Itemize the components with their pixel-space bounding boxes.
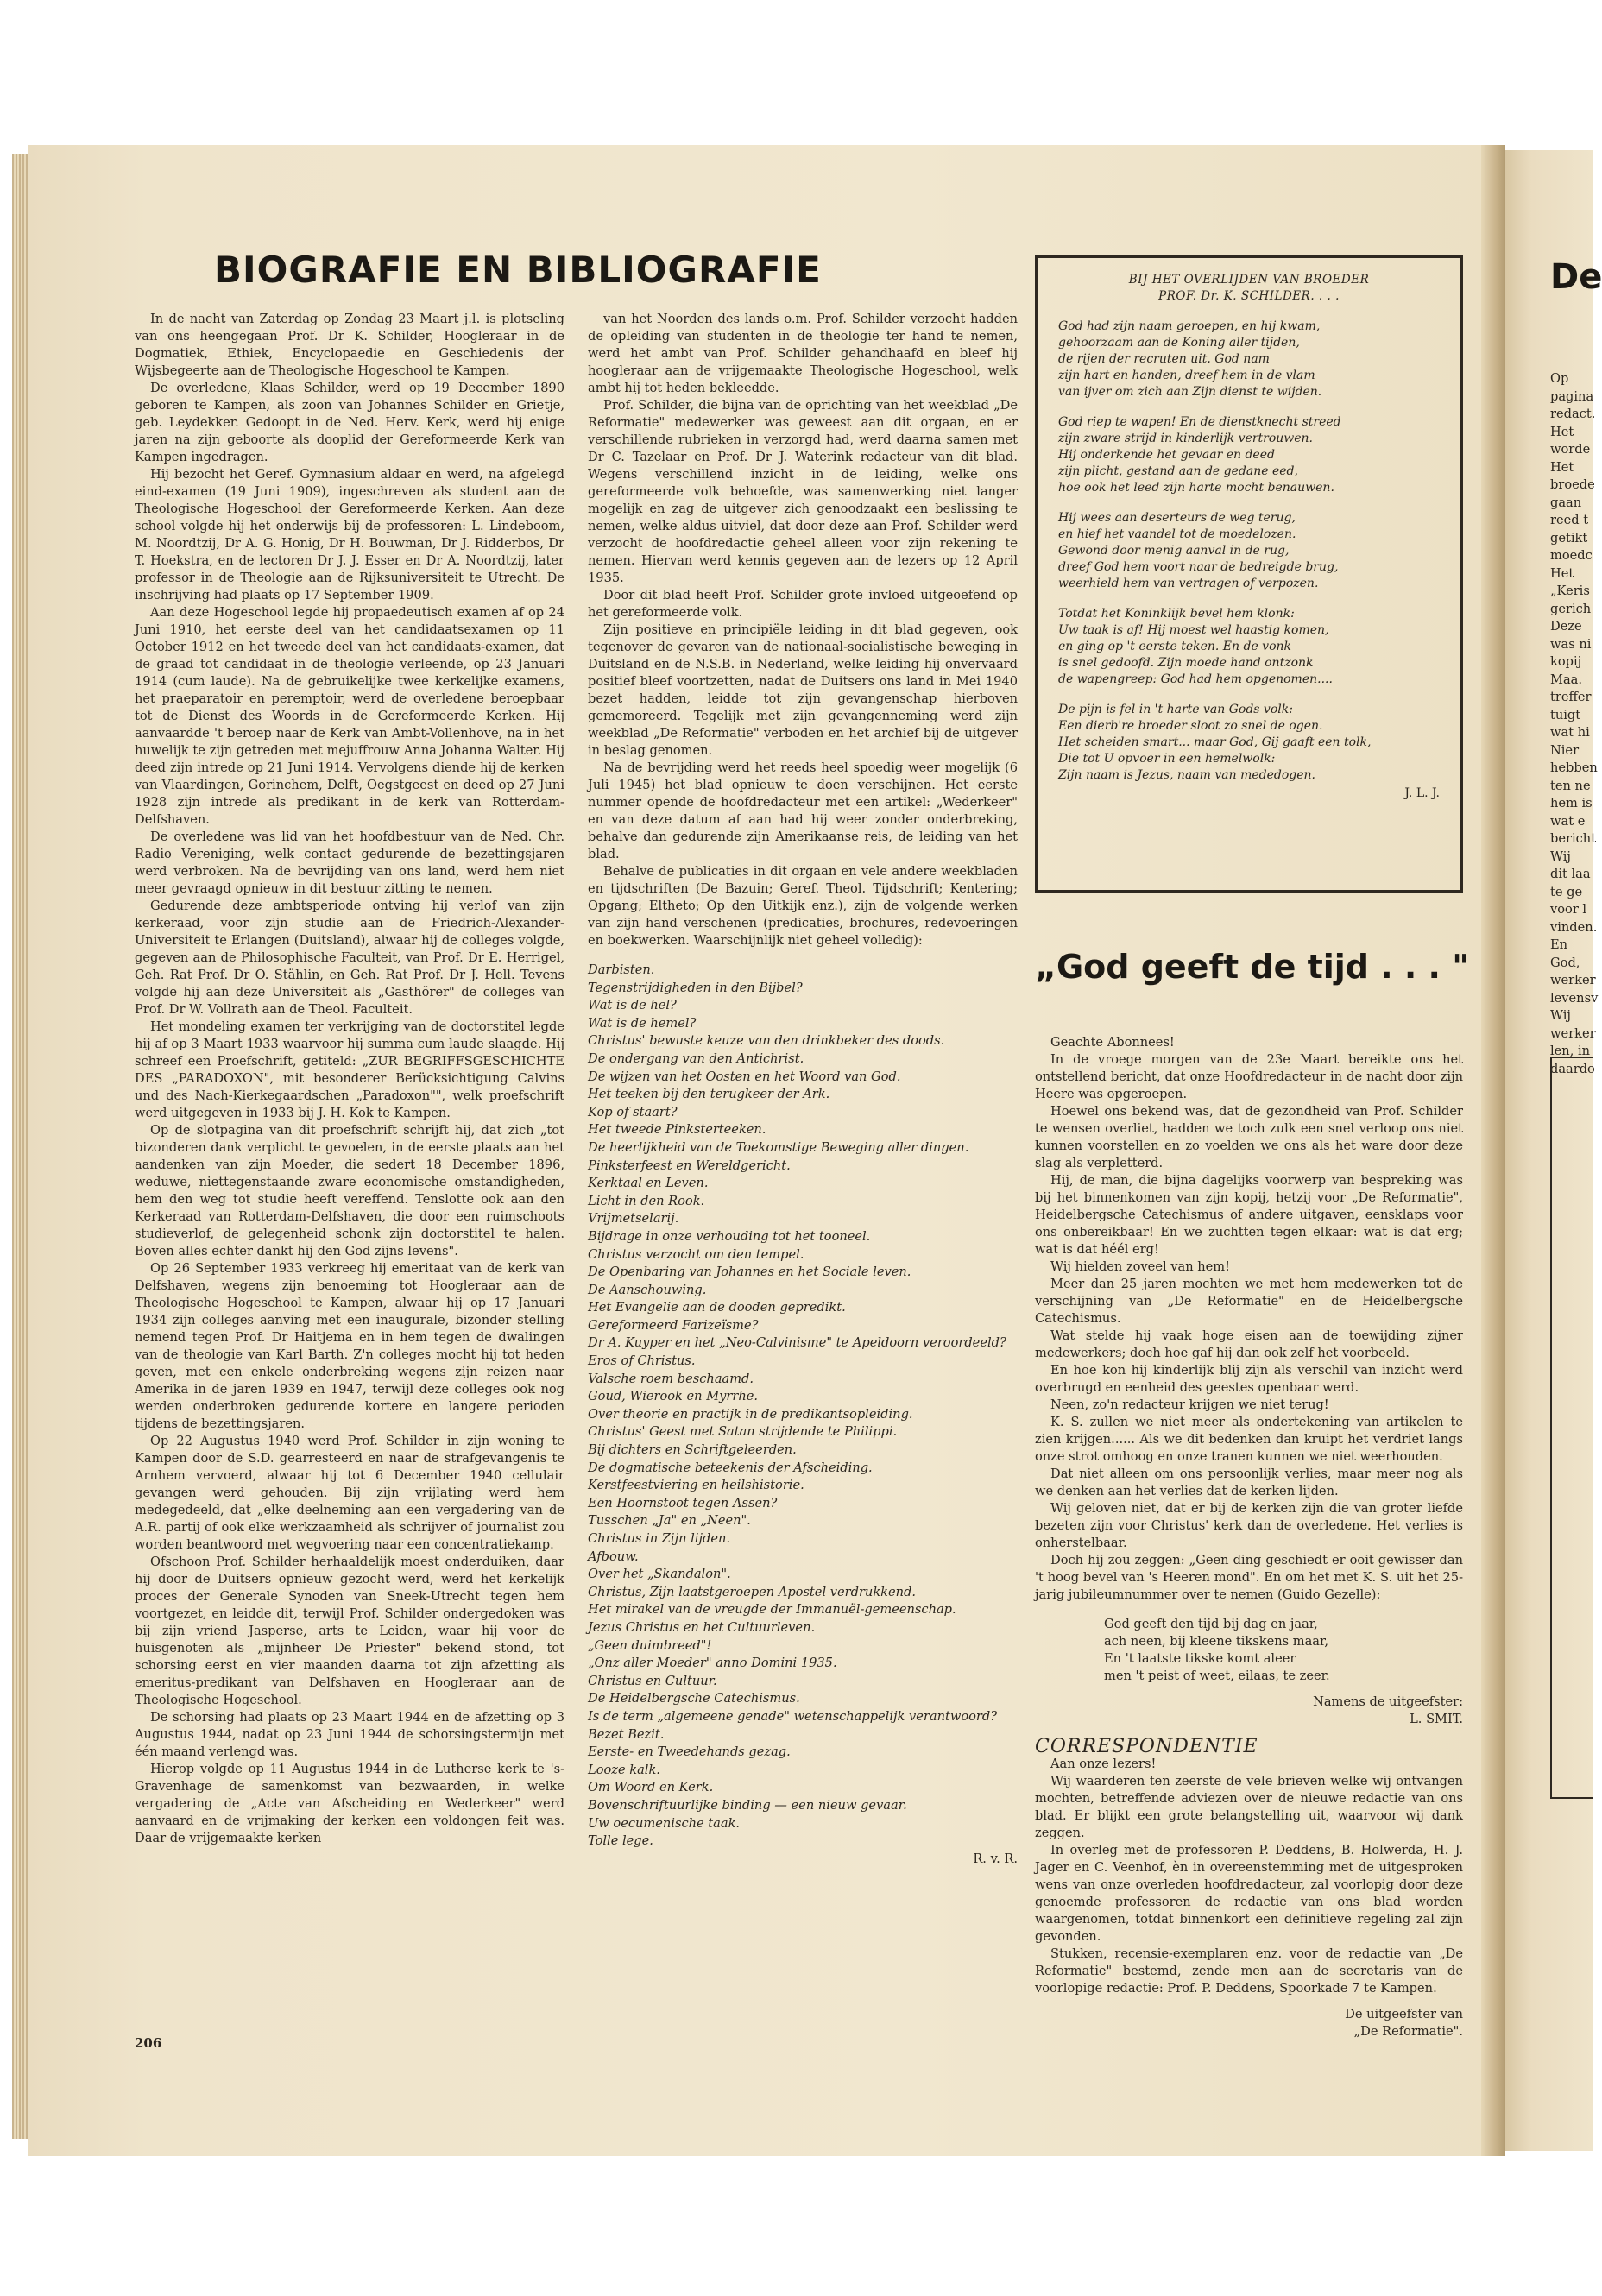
poem-line: dreef God hem voort naar de bedreigde brug,: [1058, 560, 1339, 574]
text-fragment: te ge: [1550, 884, 1583, 899]
poem-line: is snel gedoofd. Zijn moede hand ontzonk: [1058, 656, 1314, 670]
works-signoff: R. v. R.: [973, 1851, 1018, 1866]
left-page: [28, 145, 1505, 2156]
text-fragment: len, in: [1550, 1044, 1591, 1058]
text-fragment: tuigt: [1550, 707, 1581, 722]
work-title: Kerktaal en Leven.: [588, 1176, 709, 1191]
paragraph: Hij, de man, die bijna dagelijks voorwerp van bespreking was bij het binnenkomen van zijn kopij, hetzij voor „De Reformatie", Heidelbergsche Catechismus of andere uitgaven, eensklaps voor ons onbereikbaar! En we zuchtten tegen elkaar: wat is dat erg; wat is dat héél erg!: [1035, 1173, 1463, 1257]
work-title: Bij dichters en Schriftgeleerden.: [588, 1442, 797, 1458]
text-fragment: gerich: [1550, 601, 1592, 616]
quote-line: En 't laatste tikske komt aleer: [1104, 1651, 1296, 1666]
work-title: Om Woord en Kerk.: [588, 1780, 714, 1795]
text-fragment: Op: [1550, 371, 1569, 386]
work-title: De ondergang van den Antichrist.: [588, 1050, 804, 1066]
poem-stanza: [1058, 510, 1440, 592]
paragraph: Zijn positieve en principiële leiding in dit blad gegeven, ook tegenover de gevaren van de nationaal-socialistische beweging in Duitsland en de N.S.B. in Nederland, welke leiding hij onvervaard positief bleef voortzetten, nadat de Duitsers ons land in Mei 1940 bezet hadden, leidde tot zijn gevangenschap hierboven gememoreerd. Tegelijk met zijn gevangenneming werd zijn weekblad „De Reformatie" verboden en het archief bij de uitgever in beslag genomen.: [588, 622, 1018, 758]
paragraph: van het Noorden des lands o.m. Prof. Schilder verzocht hadden de opleiding van studenten in de theologie ter hand te nemen, werd het ambt van Prof. Schilder gehandhaafd en bleef hij hoogleraar aan de vrijgemaakte Theologische Hogeschool, welk ambt hij tot heden bekleedde.: [588, 312, 1018, 395]
paragraph: Wij hielden zoveel van hem!: [1050, 1259, 1230, 1274]
text-fragment: gaan: [1550, 495, 1582, 510]
text-fragment: Nier: [1550, 742, 1580, 758]
work-title: Bijdrage in onze verhouding tot het tooneel.: [588, 1228, 871, 1244]
quote-line: men 't peist of weet, eilaas, te zeer.: [1104, 1668, 1330, 1683]
text-fragment: Maa.: [1550, 672, 1582, 687]
next-page-box: [1550, 1057, 1593, 1799]
poem-line: zijn plicht, gestand aan de gedane eed,: [1058, 464, 1298, 478]
correspondence-heading: CORRESPONDENTIE: [1035, 1736, 1258, 1757]
work-title: Een Hoornstoot tegen Assen?: [588, 1495, 778, 1511]
poem-line: Hij onderkende het gevaar en deed: [1058, 448, 1275, 462]
poem-signature: J. L. J.: [1404, 786, 1440, 800]
work-title: Christus, Zijn laatstgeroepen Apostel verdrukkend.: [588, 1584, 917, 1599]
paragraph: De schorsing had plaats op 23 Maart 1944 en de afzetting op 3 Augustus 1944, nadat op 23 Juni 1944 de schorsingstermijn met één maand verlengd was.: [135, 1710, 564, 1759]
poem-line: Het scheiden smart... maar God, Gij gaaft een tolk,: [1058, 735, 1372, 749]
text-fragment: Het: [1550, 424, 1574, 439]
text-fragment: bericht: [1550, 831, 1597, 846]
text-fragment: moedc: [1550, 548, 1593, 563]
text-fragment: was ni: [1550, 636, 1592, 652]
poem-line: van ijver om zich aan Zijn dienst te wijden.: [1058, 385, 1322, 399]
text-fragment: vinden.: [1550, 919, 1598, 935]
work-title: Wat is de hemel?: [588, 1015, 697, 1031]
paragraph: In de nacht van Zaterdag op Zondag 23 Maart j.l. is plotseling van ons heengegaan Prof. Dr K. Schilder, Hoogleraar in de Dogmatiek, Ethiek, Encyclopaedie en Geschiedenis der Wijsbegeerte aan de Theologische Hogeschool te Kampen.: [135, 312, 564, 378]
work-title: „Onz aller Moeder" anno Domini 1935.: [588, 1656, 837, 1671]
text-fragment: redact.: [1550, 407, 1596, 421]
text-fragment: wat e: [1550, 813, 1586, 829]
publisher-column: [1035, 1034, 1463, 2039]
work-title: Wat is de hel?: [588, 998, 677, 1013]
poem-line: gehoorzaam aan de Koning aller tijden,: [1058, 336, 1300, 350]
paragraph: Op 22 Augustus 1940 werd Prof. Schilder in zijn woning te Kampen door de S.D. gearresteerd en naar de strafgevangenis te Arnhem vervoerd, alwaar hij tot 6 December 1940 cellulair gevangen werd gehouden. Bij zijn vrijlating werd hem medegedeeld, dat „elke deelneming aan een vergadering van de A.R. partij of ook elke werkzaamheid als schrijver of journalist zou worden beantwoord met wegvoering naar een concentratiekamp.: [135, 1434, 564, 1552]
gezelle-quote: [1104, 1616, 1463, 1685]
publisher-name: L. SMIT.: [1410, 1712, 1463, 1726]
page-number: 206: [135, 2035, 162, 2051]
poem-line: God had zijn naam geroepen, en hij kwam,: [1058, 319, 1321, 333]
poem-line: zijn hart en handen, dreef hem in de vlam: [1058, 369, 1315, 382]
work-title: De Heidelbergsche Catechismus.: [588, 1691, 800, 1706]
poem-line: de wapengreep: God had hem opgenomen....: [1058, 672, 1333, 686]
work-title: Looze kalk.: [588, 1762, 660, 1777]
text-fragment: wat hi: [1550, 725, 1590, 740]
paragraph: Het mondeling examen ter verkrijging van de doctorstitel legde hij af op 3 Maart 1933 waarvoor hij summa cum laude slaagde. Hij schreef een Proefschrift, getiteld: „ZUR BEGRIFFSGESCHICHTE DES „PARADOXON", mit besonderer Berücksichtigung Calvins und des Nach-Kierkegaardschen „Paradoxon"", welk proefschrift werd uitgegeven in 1933 bij J. H. Kok te Kampen.: [135, 1019, 564, 1120]
text-fragment: Wij: [1550, 848, 1571, 864]
paragraph: En hoe kon hij kinderlijk blij zijn als verschil van inzicht werd overbrugd en eenheid des geestes openbaar werd.: [1035, 1363, 1463, 1395]
paragraph: In overleg met de professoren P. Deddens, B. Holwerda, H. J. Jager en C. Veenhof, èn in overeenstemming met de uitgesproken wens van onze overleden hoofdredacteur, zal voorlopig door deze genoemde professoren de redactie van ons blad worden waargenomen, totdat binnenkort een definitieve regeling zal zijn gevonden.: [1035, 1843, 1463, 1944]
book-gutter: [1481, 145, 1505, 2156]
poem-line: Gewond door menig aanval in de rug,: [1058, 544, 1290, 558]
paragraph: Wat stelde hij vaak hoge eisen aan de toewijding zijner medewerkers; doch hoe gaf hij dan ook zelf het voorbeeld.: [1035, 1328, 1463, 1360]
publisher-signoff: Namens de uitgeefster:: [1313, 1694, 1463, 1709]
paragraph: Aan deze Hogeschool legde hij propaedeutisch examen af op 24 Juni 1910, het eerste deel van het candidaatsexamen op 11 October 1912 en het tweede deel van het candidaats-examen, dat de graad tot candidaat in de theologie verleende, op 23 Januari 1914 (cum laude). Na de gebruikelijke twee kerkelijke examens, het praeparatoir en peremptoir, werd de overledene beroepbaar tot de Dienst des Woords in de Gereformeerde Kerken. Hij aanvaardde 't beroep naar de Kerk van Ambt-Vollenhove, na in het huwelijk te zijn getreden met mejuffrouw Anna Johanna Walter. Hij deed zijn intrede op 21 Juni 1914. Vervolgens diende hij de kerken van Vlaardingen, Gorinchem, Delft, Oegstgeest en deed op 27 Juni 1928 zijn intrede als predikant in de kerk van Rotterdam-Delfshaven.: [135, 605, 564, 827]
section-heading: BIOGRAFIE EN BIBLIOGRAFIE: [214, 249, 822, 291]
work-title: De dogmatische beteekenis der Afscheiding.: [588, 1460, 873, 1475]
paragraph: Doch hij zou zeggen: „Geen ding geschiedt er ooit gewisser dan 't hoog bevel van 's Heeren mond". En om het met K. S. uit het 25-jarig jubileumnummer over te nemen (Guido Gezelle):: [1035, 1553, 1463, 1602]
paragraph: Neen, zo'n redacteur krijgen we niet terug!: [1050, 1397, 1329, 1412]
work-title: Bovenschriftuurlijke binding — een nieuw gevaar.: [588, 1797, 907, 1813]
work-title: Kop of staart?: [588, 1104, 678, 1120]
text-fragment: ten ne: [1550, 778, 1591, 793]
memorial-poem-box: [1035, 255, 1463, 893]
work-title: Bezet Bezit.: [588, 1726, 665, 1742]
poem-line: Zijn naam is Jezus, naam van mededogen.: [1058, 768, 1316, 782]
work-title: Licht in den Rook.: [588, 1193, 705, 1208]
paragraph: Gedurende deze ambtsperiode ontving hij verlof van zijn kerkeraad, voor zijn studie aan de Friedrich-Alexander-Universiteit te Erlangen (Duitsland), alwaar hij de colleges volgde, gegeven aan de Philosophische Faculteit, van Prof. Dr E. Herrigel, Geh. Rat Prof. Dr O. Stählin, en Geh. Rat Prof. Dr J. Hell. Tevens volgde hij aan deze Universiteit als „Gasthörer" de colleges van Prof. Dr W. Vollrath aan de Theol. Faculteit.: [135, 899, 564, 1017]
poem-line: Uw taak is af! Hij moest wel haastig komen,: [1058, 623, 1329, 637]
text-fragment: hebben: [1550, 760, 1598, 775]
article-title: „God geeft de tijd . . . ": [1035, 948, 1470, 986]
work-title: Christus en Cultuur.: [588, 1673, 717, 1688]
poem-line: Hij wees aan deserteurs de weg terug,: [1058, 511, 1296, 525]
work-title: De heerlijkheid van de Toekomstige Beweging aller dingen.: [588, 1139, 969, 1155]
work-title: Christus' Geest met Satan strijdende te Philippi.: [588, 1424, 898, 1440]
text-fragment: Wij: [1550, 1008, 1571, 1023]
paragraph: Behalve de publicaties in dit orgaan en vele andere weekbladen en tijdschriften (De Bazuin; Geref. Theol. Tijdschrift; Kentering; Opgang; Eltheto; Op den Uitkijk enz.), zijn de volgende werken van zijn hand verschenen (predicaties, brochures, redevoeringen en boekwerken. Waarschijnlijk niet geheel volledig):: [588, 864, 1018, 948]
next-page-title-fragment: De: [1550, 257, 1602, 297]
work-title: De Openbaring van Johannes en het Sociale leven.: [588, 1265, 911, 1280]
text-fragment: daardo: [1550, 1061, 1595, 1076]
paragraph: Wij waarderen ten zeerste de vele brieven welke wij ontvangen mochten, betreffende adviezen over de nieuwe redactie van ons blad. Er blijkt een grote belangstelling uit, waarvoor wij dank zeggen.: [1035, 1774, 1463, 1840]
paragraph: Door dit blad heeft Prof. Schilder grote invloed uitgeoefend op het gereformeerde volk.: [588, 588, 1018, 620]
paragraph: Ofschoon Prof. Schilder herhaaldelijk moest onderduiken, daar hij door de Duitsers opnieuw gezocht werd, werd het kerkelijk proces der Generale Synoden van Sneek-Utrecht tegen hem voortgezet, en leidde dit, terwijl Prof. Schilder ondergedoken was bij zijn vriend Jasperse, arts te Leiden, waar hij voor de huisgenoten als „mijnheer De Priester" bekend stond, tot schorsing eerst en vier maanden daarna tot zijn afzetting als emeritus-predikant van Delfshaven en Hoogleraar aan de Theologische Hogeschool.: [135, 1555, 564, 1707]
paragraph: Meer dan 25 jaren mochten we met hem medewerken tot de verschijning van „De Reformatie" en de Heidelbergsche Catechismus.: [1035, 1277, 1463, 1326]
text-fragment: En: [1550, 937, 1568, 952]
paragraph: De overledene was lid van het hoofdbestuur van de Ned. Chr. Radio Vereniging, welk contact gedurende de bezettingsjaren werd verbroken. Na de bevrijding van ons land, werd hem niet meer gevraagd opnieuw in dit bestuur zitting te nemen.: [135, 829, 564, 896]
work-title: Jezus Christus en het Cultuurleven.: [588, 1619, 816, 1635]
text-fragment: levensv: [1550, 990, 1599, 1006]
next-page-text-fragments: [1550, 370, 1599, 1078]
work-title: „Geen duimbreed"!: [588, 1637, 712, 1653]
paragraph: De overledene, Klaas Schilder, werd op 19 December 1890 geboren te Kampen, als zoon van Johannes Schilder en Grietje, geb. Leydekker. Gedoopt in de Ned. Herv. Kerk, werd hij enige jaren na zijn geboorte als dooplid der Gereformeerde Kerk van Kampen ingedragen.: [135, 381, 564, 464]
poem-line: Totdat het Koninklijk bevel hem klonk:: [1058, 607, 1295, 621]
paragraph: Aan onze lezers!: [1050, 1757, 1157, 1771]
text-fragment: Het: [1550, 565, 1574, 581]
work-title: Uw oecumenische taak.: [588, 1815, 741, 1831]
work-title: Het tweede Pinksterteeken.: [588, 1122, 766, 1138]
paragraph: Geachte Abonnees!: [1050, 1035, 1175, 1050]
work-title: Eros of Christus.: [588, 1353, 696, 1369]
poem-line: zijn zware strijd in kinderlijk vertrouwen.: [1058, 432, 1314, 445]
biography-column-2: [588, 311, 1018, 2037]
paragraph: Hoewel ons bekend was, dat de gezondheid van Prof. Schilder te wensen overliet, hadden we toch zulk een snel verloop ons niet kunnen voorstellen en zo voelden we ons als het ware door deze slag als verpletterd.: [1035, 1104, 1463, 1170]
paragraph: Hij bezocht het Geref. Gymnasium aldaar en werd, na afgelegd eind-examen (19 Juni 1909), ingeschreven als student aan de Theologische Hogeschool der Gereformeerde Kerken. Aan deze school volgde hij het onderwijs bij de professoren: L. Lindeboom, M. Noordtzij, Dr A. G. Honig, Dr H. Bouwman, Dr J. Ridderbos, Dr T. Hoekstra, en de lectoren Dr J. J. Esser en Dr A. Noordtzij, later professor in de Theologie aan de Rijksuniversiteit te Utrecht. De inschrijving had plaats op 17 September 1909.: [135, 467, 564, 602]
text-fragment: worde: [1550, 442, 1591, 457]
quote-line: ach neen, bij kleene tikskens maar,: [1104, 1634, 1329, 1649]
poem-line: en ging op 't eerste teken. En de vonk: [1058, 640, 1292, 653]
text-fragment: „Keris: [1550, 583, 1590, 598]
poem-stanza: [1058, 319, 1440, 401]
text-fragment: God,: [1550, 955, 1580, 970]
paragraph: Prof. Schilder, die bijna van de oprichting van het weekblad „De Reformatie" medewerker was geweest aan dit orgaan, en er verschillende rubrieken in verzorgd had, werd daarna samen met Dr C. Tazelaar en Prof. Dr J. Waterink redacteur van dit blad. Wegens verschillend inzicht in de leiding, welke ons gereformeerde volk behoefde, was samenwerking niet langer mogelijk en zag de uitgever zich genoodzaakt een beslissing te nemen, welke aldus uitviel, dat door deze aan Prof. Schilder werd verzocht de hoofdredactie geheel alleen voor zijn rekening te nemen. Hiervan werd kennis gegeven aan de lezers op 12 April 1935.: [588, 398, 1018, 585]
poem-title: BIJ HET OVERLIJDEN VAN BROEDER: [1128, 273, 1370, 287]
correspondence-signoff: De uitgeefster van: [1345, 2007, 1463, 2022]
text-fragment: Deze: [1550, 619, 1582, 634]
paragraph: Hierop volgde op 11 Augustus 1944 in de Lutherse kerk te 's-Gravenhage de samenkomst van bezwaarden, in welke vergadering de „Acte van Afscheiding en Wederkeer" werd aanvaard en de vrijmaking der kerken een voldongen feit was. Daar de vrijgemaakte kerken: [135, 1762, 564, 1845]
poem-stanza: [1058, 606, 1440, 688]
work-title: Het teeken bij den terugkeer der Ark.: [588, 1087, 830, 1102]
work-title: De Aanschouwing.: [588, 1282, 707, 1297]
work-title: Het mirakel van de vreugde der Immanuël-gemeenschap.: [588, 1602, 956, 1618]
work-title: Is de term „algemeene genade" wetenschappelijk verantwoord?: [588, 1708, 998, 1724]
work-title: Over theorie en practijk in de predikantsopleiding.: [588, 1406, 913, 1422]
work-title: Eerste- en Tweedehands gezag.: [588, 1744, 791, 1760]
poem-line: De pijn is fel in 't harte van Gods volk:: [1058, 703, 1293, 716]
poem-line: God riep te wapen! En de dienstknecht streed: [1058, 415, 1341, 429]
correspondence-signoff-name: „De Reformatie".: [1353, 2024, 1463, 2039]
paragraph: K. S. zullen we niet meer als ondertekening van artikelen te zien krijgen...... Als we dit bedenken dan kruipt het verdriet langs onze strot omhoog en onze tranen kunnen we niet weerhouden.: [1035, 1415, 1463, 1464]
work-title: De wijzen van het Oosten en het Woord van God.: [588, 1069, 901, 1084]
works-list: [588, 962, 1018, 1851]
text-fragment: getikt: [1550, 530, 1588, 546]
work-title: Christus in Zijn lijden.: [588, 1531, 731, 1546]
quote-line: God geeft den tijd bij dag en jaar,: [1104, 1617, 1318, 1631]
text-fragment: werker: [1550, 973, 1596, 987]
work-title: Dr A. Kuyper en het „Neo-Calvinisme" te Apeldoorn veroordeeld?: [588, 1335, 1006, 1351]
text-fragment: Het: [1550, 459, 1574, 475]
work-title: Over het „Skandalon".: [588, 1567, 731, 1582]
magazine-spread: [12, 145, 1602, 2156]
text-fragment: voor l: [1550, 902, 1587, 917]
poem-line: hoe ook het leed zijn harte mocht benauwen.: [1058, 481, 1334, 495]
work-title: Goud, Wierook en Myrrhe.: [588, 1389, 759, 1404]
poem-line: Die tot U opvoer in een hemelwolk:: [1058, 752, 1276, 766]
poem-stanza: [1058, 702, 1440, 784]
paragraph: Wij geloven niet, dat er bij de kerken zijn die van groter liefde bezeten zijn voor Christus' kerk dan de overledene. Het verlies is onherstelbaar.: [1035, 1501, 1463, 1550]
paragraph: Dat niet alleen om ons persoonlijk verlies, maar meer nog als we denken aan het verlies dat de kerken lijden.: [1035, 1467, 1463, 1498]
poem-line: Een dierb're broeder sloot zo snel de ogen.: [1058, 719, 1323, 733]
work-title: Kerstfeestviering en heilshistorie.: [588, 1478, 804, 1493]
work-title: Christus verzocht om den tempel.: [588, 1246, 804, 1262]
paragraph: Stukken, recensie-exemplaren enz. voor de redactie van „De Reformatie" bestemd, zende men aan de secretaris van de voorlopige redactie: Prof. P. Deddens, Spoorkade 7 te Kampen.: [1035, 1946, 1463, 1996]
paragraph: Op 26 September 1933 verkreeg hij emeritaat van de kerk van Delfshaven, wegens zijn benoeming tot Hoogleraar aan de Theologische Hogeschool te Kampen, alwaar hij op 17 Januari 1934 zijn colleges aanving met een inaugurale, bizonder stelling nemend tegen Prof. Dr Haitjema en in hem tegen de dwalingen van de theologie van Karl Barth. Z'n colleges mocht hij tot heden geven, met een enkele onderbreking wegens zijn reizen naar Amerika in de jaren 1939 en 1947, terwijl deze colleges ook nog werden onderbroken gedurende kortere en langere perioden tijdens de bezettingsjaren.: [135, 1261, 564, 1431]
paragraph: Na de bevrijding werd het reeds heel spoedig weer mogelijk (6 Juli 1945) het blad opnieuw te doen verschijnen. Het eerste nummer opende de hoofdredacteur met een artikel: „Wederkeer" en van deze datum af aan had hij weer zonder onderbreking, behalve dan gedurende zijn Amerikaanse reis, de leiding van het blad.: [588, 760, 1018, 861]
text-fragment: treffer: [1550, 690, 1592, 704]
text-fragment: dit laa: [1550, 867, 1591, 881]
biography-column-1: [135, 311, 564, 2033]
work-title: Tolle lege.: [588, 1833, 653, 1849]
text-fragment: werker: [1550, 1025, 1596, 1041]
poem-line: de rijen der recruten uit. God nam: [1058, 352, 1270, 366]
text-fragment: hem is: [1550, 796, 1593, 811]
text-fragment: kopij: [1550, 654, 1582, 669]
text-fragment: reed t: [1550, 513, 1589, 527]
work-title: Pinksterfeest en Wereldgericht.: [588, 1157, 791, 1173]
work-title: Afbouw.: [588, 1549, 639, 1564]
work-title: Tusschen „Ja" en „Neen".: [588, 1513, 751, 1529]
poem-subtitle: PROF. Dr. K. SCHILDER. . . .: [1158, 289, 1340, 303]
poem-line: weerhield hem van vertragen of verpozen.: [1058, 577, 1319, 590]
poem-line: en hief het vaandel tot de moedelozen.: [1058, 527, 1296, 541]
work-title: Christus' bewuste keuze van den drinkbeker des doods.: [588, 1033, 945, 1049]
work-title: Vrijmetselarij.: [588, 1211, 679, 1227]
work-title: Gereformeerd Farizeïsme?: [588, 1317, 759, 1333]
poem-stanza: [1058, 414, 1440, 496]
work-title: Darbisten.: [588, 962, 655, 977]
text-fragment: broede: [1550, 477, 1595, 492]
work-title: Het Evangelie aan de dooden gepredikt.: [588, 1300, 846, 1315]
right-page-edge: [1505, 150, 1602, 2151]
work-title: Tegenstrijdigheden in den Bijbel?: [588, 980, 803, 995]
work-title: Valsche roem beschaamd.: [588, 1371, 754, 1386]
paragraph: Op de slotpagina van dit proefschrift schrijft hij, dat zich „tot bizonderen dank verplicht te gevoelen, in de eerste plaats aan het aandenken van zijn Moeder, die sedert 18 December 1896, weduwe, niettegenstaande zware economische omstandigheden, hem den weg tot studie heeft vereffend. Tenslotte ook aan den Kerkeraad van Rotterdam-Delfshaven, die door een ruimschoots studieverlof, de gelegenheid schonk zijn doctorstitel te halen. Boven alles echter dankt hij den God zijns levens".: [135, 1123, 564, 1258]
paragraph: In de vroege morgen van de 23e Maart bereikte ons het ontstellend bericht, dat onze Hoofdredacteur in de nacht door zijn Heere was opgeroepen.: [1035, 1052, 1463, 1101]
text-fragment: pagina: [1550, 388, 1594, 404]
